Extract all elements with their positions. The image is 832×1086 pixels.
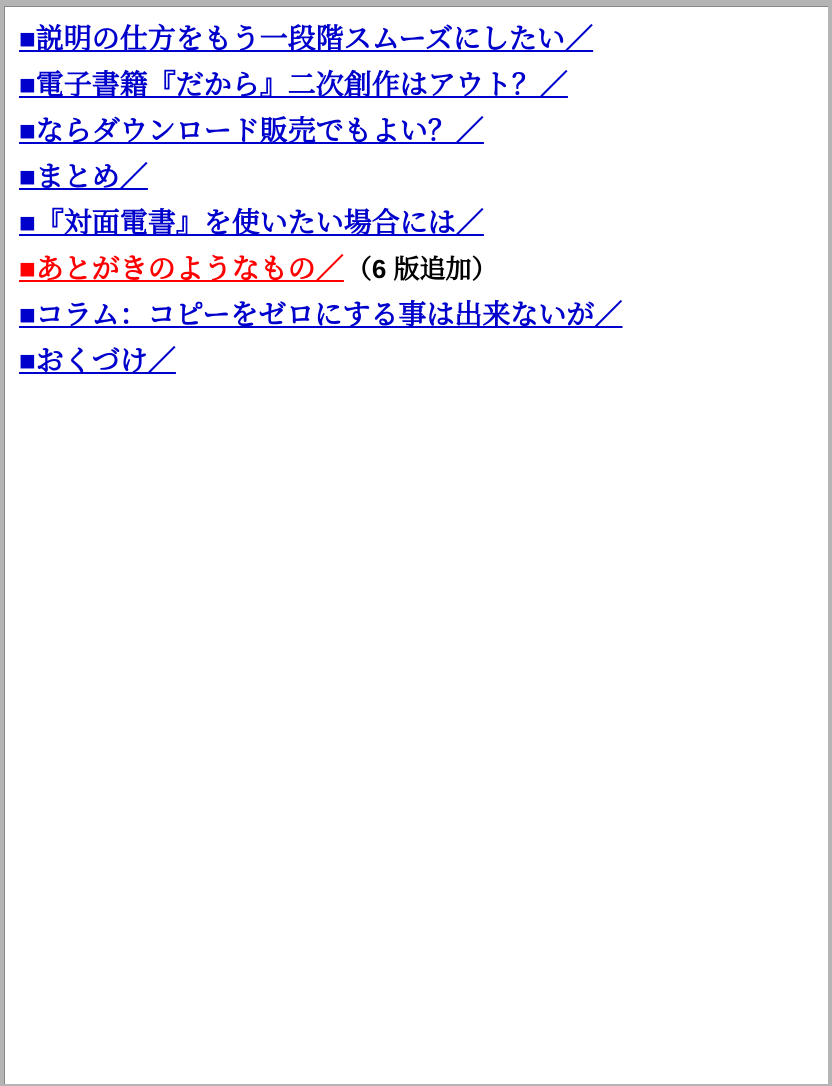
document-page bbox=[4, 6, 828, 1084]
toc-link[interactable]: ■電子書籍『だから』二次創作はアウト？／ bbox=[19, 69, 568, 100]
toc-link[interactable]: ■説明の仕方をもう一段階スムーズにしたい／ bbox=[19, 23, 594, 54]
list-item[interactable] bbox=[5, 25, 828, 53]
list-item[interactable] bbox=[5, 71, 828, 99]
list-item[interactable] bbox=[5, 163, 828, 191]
toc-link[interactable]: ■『対面電書』を使いたい場合には／ bbox=[19, 207, 484, 238]
toc-link[interactable]: ■コラム：コピーをゼロにする事は出来ないが／ bbox=[19, 299, 623, 330]
toc-link[interactable]: ■おくづけ／ bbox=[19, 345, 176, 376]
list-item[interactable] bbox=[5, 347, 828, 375]
toc-link[interactable]: ■ならダウンロード販売でもよい？／ bbox=[19, 115, 484, 146]
toc-link-highlighted[interactable]: ■あとがきのようなもの／ bbox=[19, 253, 344, 284]
toc-item-note: （6 版追加） bbox=[345, 254, 498, 284]
table-of-contents bbox=[5, 7, 828, 375]
list-item[interactable] bbox=[5, 117, 828, 145]
toc-link[interactable]: ■まとめ／ bbox=[19, 161, 148, 192]
list-item[interactable] bbox=[5, 301, 828, 329]
list-item[interactable] bbox=[5, 255, 828, 283]
list-item[interactable] bbox=[5, 209, 828, 237]
